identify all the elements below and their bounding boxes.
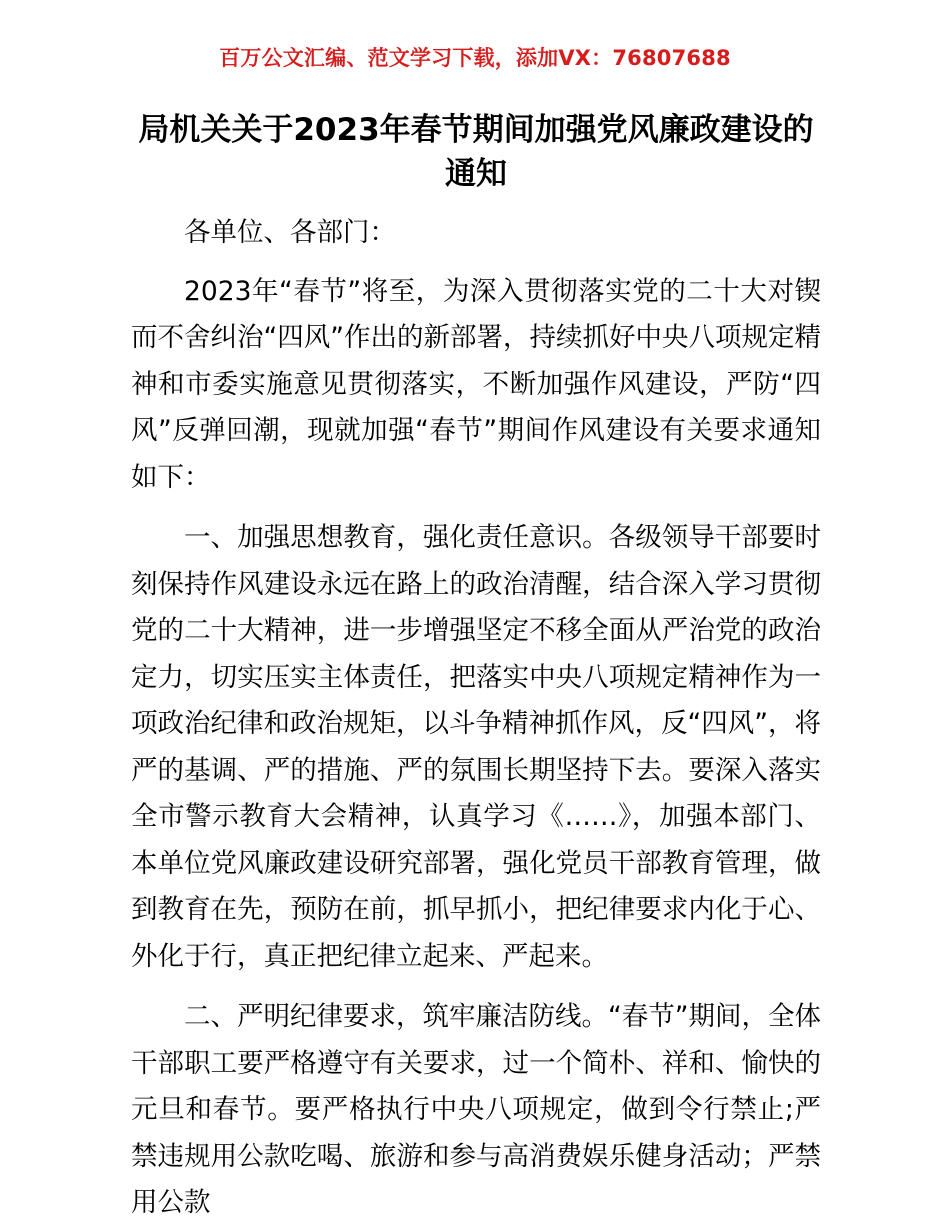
document-title: 局机关关于2023年春节期间加强党风廉政建设的通知 [138,112,814,192]
paragraph-gap [131,257,821,269]
paragraph-gap [131,980,821,994]
paragraph-section-one: 一、加强思想教育，强化责任意识。各级领导干部要时刻保持作风建设永远在路上的政治清醒，结合深入学习贯彻党的二十大精神，进一步增强坚定不移全面从严治党的政治定力，切实压实主体责任，把落实中央八项规定精神作为一项政治纪律和政治规矩，以斗争精神抓作风，反“四风”，将严的基调、严的措施、严的氛围长期坚持下去。要深入落实全市警示教育大会精神，认真学习《……》，加强本部门、本单位党风廉政建设研究部署，强化党员干部教育管理，做到教育在先，预防在前，抓早抓小，把纪律要求内化于心、外化于行，真正把纪律立起来、严起来。 [131,522,821,972]
paragraph-gap [131,501,821,515]
document-body [131,108,821,1227]
promo-header-text: 百万公文汇编、范文学习下载，添加VX：76807688 [219,46,731,70]
paragraph-section-two: 二、严明纪律要求，筑牢廉洁防线。“春节”期间，全体干部职工要严格遵守有关要求，过一个简朴、祥和、愉快的元旦和春节。要严格执行中央八项规定，做到令行禁止;严禁违规用公款吃喝、旅游和参与高消费娱乐健身活动；严禁用公款 [131,1001,821,1218]
salutation-line: 各单位、各部门： [184,217,396,248]
paragraph-intro: 2023年“春节”将至，为深入贯彻落实党的二十大对锲而不舍纠治“四风”作出的新部署，持续抓好中央八项规定精神和市委实施意见贯彻落实，不断加强作风建设，严防“四风”反弹回潮，现就加强“春节”期间作风建设有关要求通知如下： [131,275,821,493]
